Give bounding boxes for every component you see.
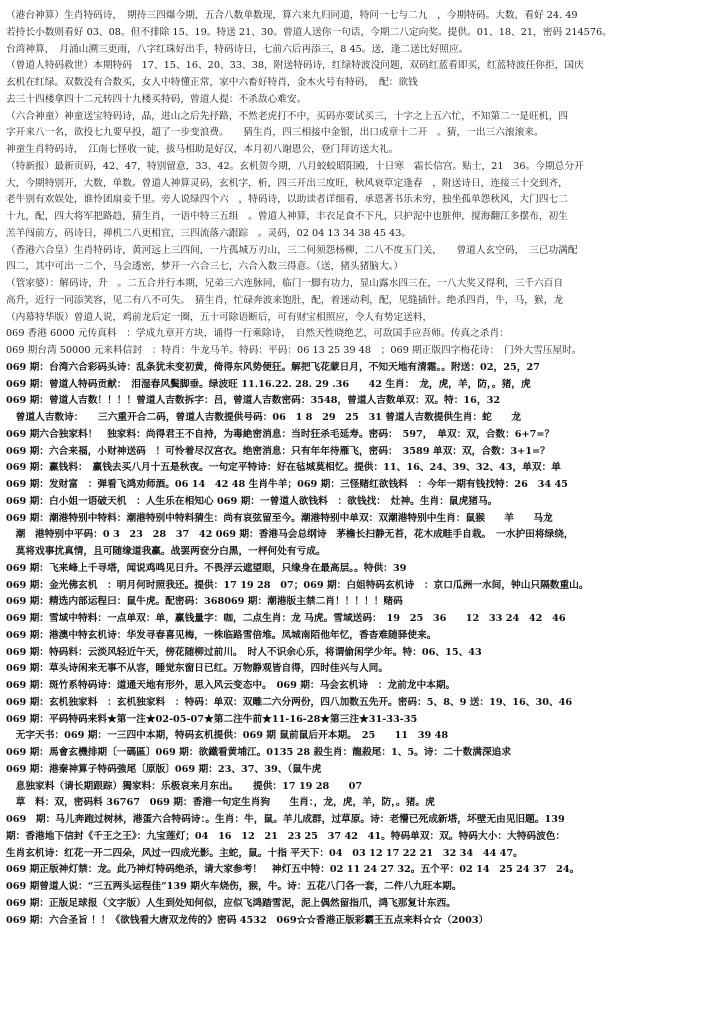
text-line: （特新报）最新页码，42、47，特别留意，33、42。玄机贺今期，八月蛟蛟昭阳殿，十日寒 霜长信宫。贴士，21 36。今期总分开 bbox=[6, 160, 584, 172]
text-line: 069 期：曾道人吉数！！！！曾道人吉数拆字：吕，曾道人吉数密码：3548，曾道人吉数单双：双。特：16，32 bbox=[6, 395, 501, 407]
text-line: 069 期：精选内部运程曰：鼠牛虎。配密码：368069 期：潮港版主禁二肖！！！！！赌码 bbox=[6, 596, 403, 608]
text-line: 玄机在红绿。双数没有合数买，女人中特懂正常，家中六畜好特肖，金木火号有特码， 配：欲钱 bbox=[6, 77, 418, 88]
text-line: 潮 港特别中平码：0 3 23 28 37 42 069 期：香港马会总纲诗 茅檐长扫静无苔，花木成畦手自栽。 一水护田将绿绕， bbox=[6, 529, 574, 541]
text-line: 神童生肖特码诗， 江南七怪收一徒，拔马相助是好汉，本月初八谢恩公，登门拜访送大礼。 bbox=[6, 144, 399, 155]
text-line: 息独家料（请长期跟踪）獨家料：乐极哀来月东出。 提供：17 19 28 07 bbox=[6, 780, 363, 792]
text-line: 069 期正版神灯禁：龙。此乃神灯特码绝杀，请大家参考！ 神灯五中特：02 11 24 27 32。五个平：02 14 25 24 37 24。 bbox=[6, 864, 580, 876]
text-line: 老牛别有欢娱处，谁怜团扇妾千里。旁人说绿四个六 ，特码诗，以助读者详细看，承恩著书乐未穷，独坐孤单怨秋风，大门四七二 bbox=[6, 194, 568, 206]
text-line bbox=[6, 963, 706, 980]
text-line: 069 期：港秦神算子特码強尾〔原版〕069 期：23、37、39、（鼠牛虎 bbox=[6, 763, 322, 775]
text-line: 069 期：六合来福，小财神送码 ！可怜着尽汉宫衣。绝密消息：只有年年待雁飞，密码： 3589 单双：双，合数：3+1=？ bbox=[6, 445, 550, 457]
text-line: 069 期：雪域中特料：一点单双：单，赢钱量字：咖，二点生肖：龙 马虎。雪域送码： 19 25 36 12 33 24 42 46 bbox=[6, 613, 566, 624]
text-line: 069 期曾道人说：“三五两头运程佳”139 期火车烧伤，猴，牛。诗：五花八门各一套，二件八九旺本期。 bbox=[6, 881, 462, 892]
text-line bbox=[6, 980, 706, 997]
text-line: 069 期：特码料：云淡风轻近午天，傍花随柳过前川。 时人不识余心乐，将谓偷闲学少年。特：06、15、43 bbox=[6, 646, 482, 658]
text-line: 生肖玄机诗：红花一开二四朵，风过一四成光影。主蛇，鼠。十指 平天下：04 03 12 17 22 21 32 34 44 47。 bbox=[6, 847, 523, 859]
text-line: 069 期：馬會玄機排期〔一碼區〕069 期：欲鐵看黄埔江。0135 28 殺生肖：龍殺尾：1、5。诗：二十数满深追求 bbox=[6, 747, 512, 758]
text-line: 069 期：金光佛玄机 ：明月何时照我还。提供：17 19 28 07；069 期：白姐特码玄机诗 ：京口瓜洲一水间，钟山只隔数重山。 bbox=[6, 579, 589, 591]
text-line: （内幕特华版）曾道人说，鸡前龙后定一圈，五十可除语断后，可有财宝相照应，令人有势定送料， bbox=[6, 311, 433, 323]
text-line: 069 期：发财富 ：弹看飞鸿劝师酒。06 14 42 48 生肖牛羊；069 期：三怪赌红欲钱料 ：今年一期有钱找特：26 34 45 bbox=[6, 479, 568, 490]
text-line: 期：香港地下信封《千王之王》：九宝莲灯；04 16 12 21 23 25 37 42 41。特码单双：双。特码大小：大特码波色： bbox=[6, 830, 566, 842]
text-line: 069 期：白小姐一语破天机 ：人生乐在相知心 069 期：一曾道人欲钱料 ：欲钱找： 灶神。生肖：鼠虎猪马。 bbox=[6, 495, 498, 507]
text-line: 若持长小数则看好 03、08。但不排除 15、19。特送 21、30。曾道人送你一句话，今期二八定向奖。提供。01、18、21，密码 214576。 bbox=[6, 26, 612, 38]
text-line: 曾道人吉数诗： 三六重开合二码，曾道人吉数提供号码：06 1 8 29 25 31 曾道人吉数提供生肖：蛇 龙 bbox=[6, 412, 521, 423]
text-line: 069 期六合独家料！ 独家料：尚得君王不自持，为毒絶密消息：当时狂杀毛延寿。密码： 597， 单双：双，合数：6+7=？ bbox=[6, 428, 555, 440]
text-line: （管家婆）：解码诗，升 。二五合并行本期，兄弟三六连脉同，临门一脚有功力，显山露水四三在，一八大奖又得利，三千六百自 bbox=[6, 278, 564, 289]
text-line: 莫将戏事扰真情，且可随缘道我赢。战罢两奁分白黑，一枰何处有亏成。 bbox=[6, 546, 326, 557]
text-line: 069 期：草头诗闲来无事不从容，睡觉东窗日已红。万物静观皆自得，四时佳兴与人同。 bbox=[6, 663, 389, 675]
text-line: 台湾神算， 月涌山溯三更雨，八字红珠好出手，特码诗日，七前六后再添三，8 45。送，逢二送比好照应。 bbox=[6, 43, 469, 55]
text-line: 069 期：六合圣旨 ！！《欲钱看大唐双龙传的》密码 4532 069☆☆香港正版彩霸王五点来料☆☆（2003） bbox=[6, 914, 489, 926]
text-line: 069 期：赢钱料： 赢钱去买八月十五是秋夜。一句定平特诗：好在毡城莫相忆。提供：11、16、24、39、32、43，单双：单 bbox=[6, 462, 561, 474]
text-line: 069 期：玄机独家料 ：玄机独家料 ：特码：单双：双雕二六分两份，四八加数五先开。密码：5、8、9 送：19、16、30、46 bbox=[6, 696, 573, 708]
text-line: 069 香港 6000 元传真料 ：学成九章开方块，诵得一行乘除诗， 自然天性晓绝艺，可敌国手应吾师。传真之杀肖： bbox=[6, 328, 509, 340]
text-line bbox=[6, 946, 706, 963]
text-line: （曾道人特码救世）本期特码 17、15、16、20、33、38，附送特码诗，红绿特波没问题，双码红蓝看即买，红蓝特波任你拒，国庆 bbox=[6, 60, 584, 72]
text-line: 去三十四楼拿四十二元转四十九楼买特码，曾道人提：不杀敌心难安。 bbox=[6, 93, 307, 105]
text-line: 069 期：斑竹系特码诗：道通天地有形外，思入风云变态中。 069 期：马会玄机诗 ：龙前龙中本期。 bbox=[6, 680, 456, 691]
text-line: （港台神算）生肖特码诗， 期待三四爆今期，五合八数单数现，算六来九归同道，特问一七与二九 ，今期特码。大数，看好 24. 49 bbox=[6, 10, 578, 21]
text-line: 069 期：正版足球报（文字版）人生到处知何似，应似飞鸿踏雪泥，泥上偶然留指爪，鸿飞那复计东西。 bbox=[6, 897, 456, 909]
document-body bbox=[6, 8, 706, 1013]
text-line: 大，今期特别开，大数，单数。曾道人神算灵码，玄机字，析，四三开出三度旺，秋风衰草定逢春 ，附送诗日，连接三十交到齐， bbox=[6, 177, 568, 189]
text-line: （六合神童）神童送宝特码诗，晶，进山之后先抒路，不然老虎打不中，买码亦要试买三，十字之上五六忙，不知第二一是旺机，四 bbox=[6, 110, 568, 122]
text-line: 069 期：曾道人特码贡献： 泪湿春风鬓脚垂。绿波旺 11.16.22. 28. 29 .36 42 生肖： 龙，虎，羊，防，。猪，虎 bbox=[6, 378, 531, 390]
text-line: 四二，其中可出一二个，马会透密，梦开一六合三七，六合入数三得意。（送，猪头猪脑大。） bbox=[6, 261, 404, 273]
text-line: （香港六合皇）生肖特码诗，黄河远上三四间，一片孤城万刃山，三二何须怨杨柳，二八不度玉门关， 曾道人玄空码， 三已功满配 bbox=[6, 244, 578, 256]
text-line: 字开来八一名，欲投七九要早投，超了一步变浪费。 猜生肖，四三相接中金银，出口成章十二开 。猜，一出三六滚滚来。 bbox=[6, 127, 544, 139]
text-line bbox=[6, 929, 706, 946]
text-line: 069 期：台湾六合彩码头诗：乱条犹未变初黄，倚得东风势便狂。解把飞花蒙日月，不知天地有清霜。。附送：02，25，27 bbox=[6, 361, 540, 373]
text-line bbox=[6, 996, 706, 1013]
text-line: 069 期：飞来峰上千寻塔，闻说鸡鸣见日升。不畏浮云遮望眼，只缘身在最高层。。特供：39 bbox=[6, 562, 407, 574]
text-line: 069 期：马儿奔跑过树林，港蛋六合特码诗：。生肖：牛，鼠。羊儿成群，过草原。诗：老懵已死成新塔，坏壁无由见旧题。139 bbox=[6, 814, 565, 825]
text-line: 草 料：双，密码料 36767 069 期：香港一句定生肖狗 生肖：，龙，虎，羊，防，。猪。虎 bbox=[6, 797, 435, 809]
text-line: 无字天书：069 期：一三四中本期，特码玄机提供：069 期 鼠前鼠后开本期。 25 11 39 48 bbox=[6, 730, 449, 742]
text-line: 高升，近行一同添笑容，见二有八不可失。 猜生肖，忙碌奔波来饱肚，配，着迷动利，配，见缝插针。绝杀四肖，牛，马，猴，龙 bbox=[6, 294, 564, 306]
text-line: 羔羊闯前方，码诗日，禅机二八更相宜，三四流落六跟踪 。灵码，02 04 13 34 38 45 43。 bbox=[6, 227, 412, 239]
text-line: 069 期台湾 50000 元来料信封 ：特肖：牛龙马羊。特码：平码：06 13 25 39 48 ；069 期正版四字梅花诗： 门外大雪压屋时。 bbox=[6, 345, 582, 356]
text-line: 069 期：平码特码来料★第一注★02-05-07★第二注牛前★11-16-28★第三注★31-33-35 bbox=[6, 713, 418, 725]
text-line: 十九，配，四大将军把路趋，猜生肖，一语中特三五组 。曾道人神算，丰衣足食不下凡，只护泥中也脏伸，搅海翻江多摆布，初生 bbox=[6, 211, 568, 222]
text-line: 069 期：港澳中特玄机诗：华发寻春喜见梅，一株临路雪倍堆。凤城南陌他年忆，香杳难随驿使来。 bbox=[6, 629, 437, 641]
text-line: 069 期：潮港特别中特料：潮港特别中特料猜生：尚有哀弦留至今。潮港特别中单双：双潮港特别中生肖：鼠猴 羊 马龙 bbox=[6, 512, 553, 524]
